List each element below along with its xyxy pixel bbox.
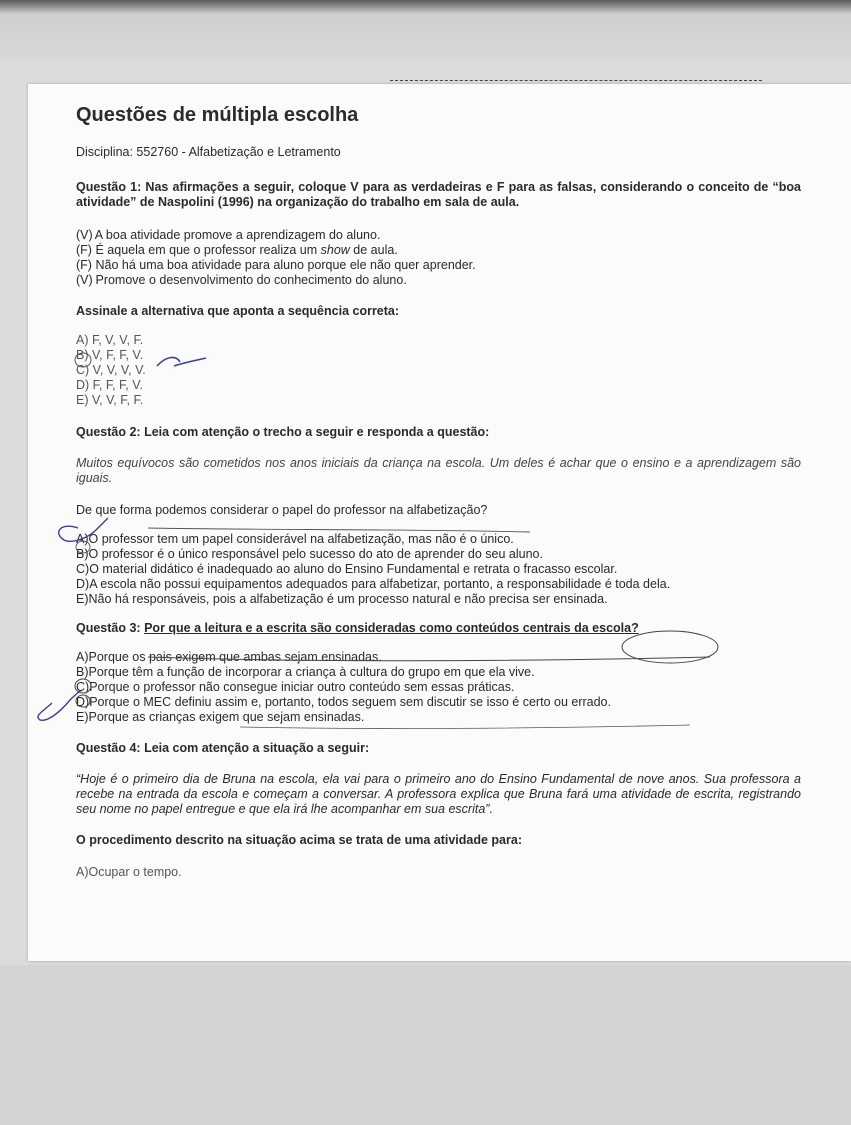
option-d[interactable]: D)A escola não possui equipamentos adequados para alfabetizar, portanto, a responsabilidade é toda dela. bbox=[76, 577, 671, 591]
q4-options bbox=[76, 865, 801, 880]
statement-text: A boa atividade promove a aprendizagem do aluno. bbox=[94, 228, 381, 242]
statement-mark: (F) bbox=[76, 243, 92, 257]
q1-statement bbox=[76, 228, 801, 243]
q1-instruction: Assinale a alternativa que aponta a sequência correta: bbox=[76, 304, 400, 318]
statement-text: Não há uma boa atividade para aluno porque ele não quer aprender. bbox=[95, 258, 476, 272]
scan-top-shadow bbox=[0, 0, 851, 60]
option-e[interactable]: E) V, V, F, F. bbox=[76, 393, 144, 407]
q2-excerpt: Muitos equívocos são cometidos nos anos iniciais da criança na escola. Um deles é achar que o ensino e a aprendizagem são iguais. bbox=[76, 456, 801, 485]
q1-options bbox=[76, 333, 801, 408]
perforation-line bbox=[390, 80, 762, 81]
page-title: Questões de múltipla escolha bbox=[76, 104, 359, 126]
q1-prompt: Questão 1: Nas afirmações a seguir, coloque V para as verdadeiras e F para as falsas, considerando o conceito de “boa atividade” de Naspolini (1996) na organização do trabalho em sala de aula. bbox=[76, 180, 801, 209]
q3-label: Questão 3: bbox=[76, 621, 141, 635]
q2-prompt: Questão 2: Leia com atenção o trecho a seguir e responda a questão: bbox=[76, 425, 490, 439]
statement-mark: (F) bbox=[76, 258, 92, 272]
exam-sheet bbox=[28, 84, 851, 961]
statement-text: de aula. bbox=[353, 243, 398, 257]
q2-options bbox=[76, 532, 801, 607]
sheet-content bbox=[76, 104, 801, 880]
q2-question: De que forma podemos considerar o papel do professor na alfabetização? bbox=[76, 503, 488, 517]
scan-bottom-area bbox=[0, 965, 851, 1125]
option-a[interactable]: A)Ocupar o tempo. bbox=[76, 865, 182, 879]
q4-prompt: Questão 4: Leia com atenção a situação a seguir: bbox=[76, 741, 370, 755]
discipline-line: Disciplina: 552760 - Alfabetização e Letramento bbox=[76, 145, 341, 159]
option-a[interactable]: A)O professor tem um papel considerável na alfabetização, mas não é o único. bbox=[76, 532, 514, 546]
q3-prompt-line bbox=[76, 621, 801, 636]
statement-mark: (V) bbox=[76, 228, 93, 242]
q4-situation: “Hoje é o primeiro dia de Bruna na escola, ela vai para o primeiro ano do Ensino Fundamental de nove anos. Sua professora a recebe na entrada da escola e começam a conversar. A professora explica que Bruna fará uma atividade de escrita, registrando seu nome no papel entregue e que ela irá lhe acompanhar em sua escrita”. bbox=[76, 772, 801, 816]
option-b[interactable]: B) V, F, F, V. bbox=[76, 348, 144, 362]
q1-statement bbox=[76, 258, 801, 273]
statement-italic: show bbox=[320, 243, 350, 257]
option-a[interactable]: A) F, V, V, F. bbox=[76, 333, 144, 347]
option-c[interactable]: C)O material didático é inadequado ao aluno do Ensino Fundamental e retrata o fracasso escolar. bbox=[76, 562, 618, 576]
q3-options bbox=[76, 650, 801, 725]
q1-statements bbox=[76, 228, 801, 288]
statement-mark: (V) bbox=[76, 273, 93, 287]
option-b[interactable]: B)O professor é o único responsável pelo sucesso do ato de aprender do seu aluno. bbox=[76, 547, 543, 561]
q1-statement bbox=[76, 273, 801, 288]
option-c[interactable]: C) V, V, V, V. bbox=[76, 363, 146, 377]
option-e[interactable]: E)Não há responsáveis, pois a alfabetização é um processo natural e não precisa ser ensinada. bbox=[76, 592, 608, 606]
option-d[interactable]: D)Porque o MEC definiu assim e, portanto, todos seguem sem discutir se isso é certo ou errado. bbox=[76, 695, 611, 709]
q3-prompt: Por que a leitura e a escrita são consideradas como conteúdos centrais da escola? bbox=[144, 621, 639, 635]
option-b[interactable]: B)Porque têm a função de incorporar a criança à cultura do grupo em que ela vive. bbox=[76, 665, 535, 679]
statement-text: Promove o desenvolvimento do conhecimento do aluno. bbox=[95, 273, 407, 287]
option-e[interactable]: E)Porque as crianças exigem que sejam ensinadas. bbox=[76, 710, 365, 724]
q1-statement bbox=[76, 243, 801, 258]
statement-text: É aquela em que o professor realiza um bbox=[95, 243, 318, 257]
q4-question: O procedimento descrito na situação acima se trata de uma atividade para: bbox=[76, 833, 522, 847]
option-d[interactable]: D) F, F, F, V. bbox=[76, 378, 143, 392]
option-a[interactable]: A)Porque os pais exigem que ambas sejam ensinadas. bbox=[76, 650, 382, 664]
option-c[interactable]: C)Porque o professor não consegue iniciar outro conteúdo sem essas práticas. bbox=[76, 680, 515, 694]
